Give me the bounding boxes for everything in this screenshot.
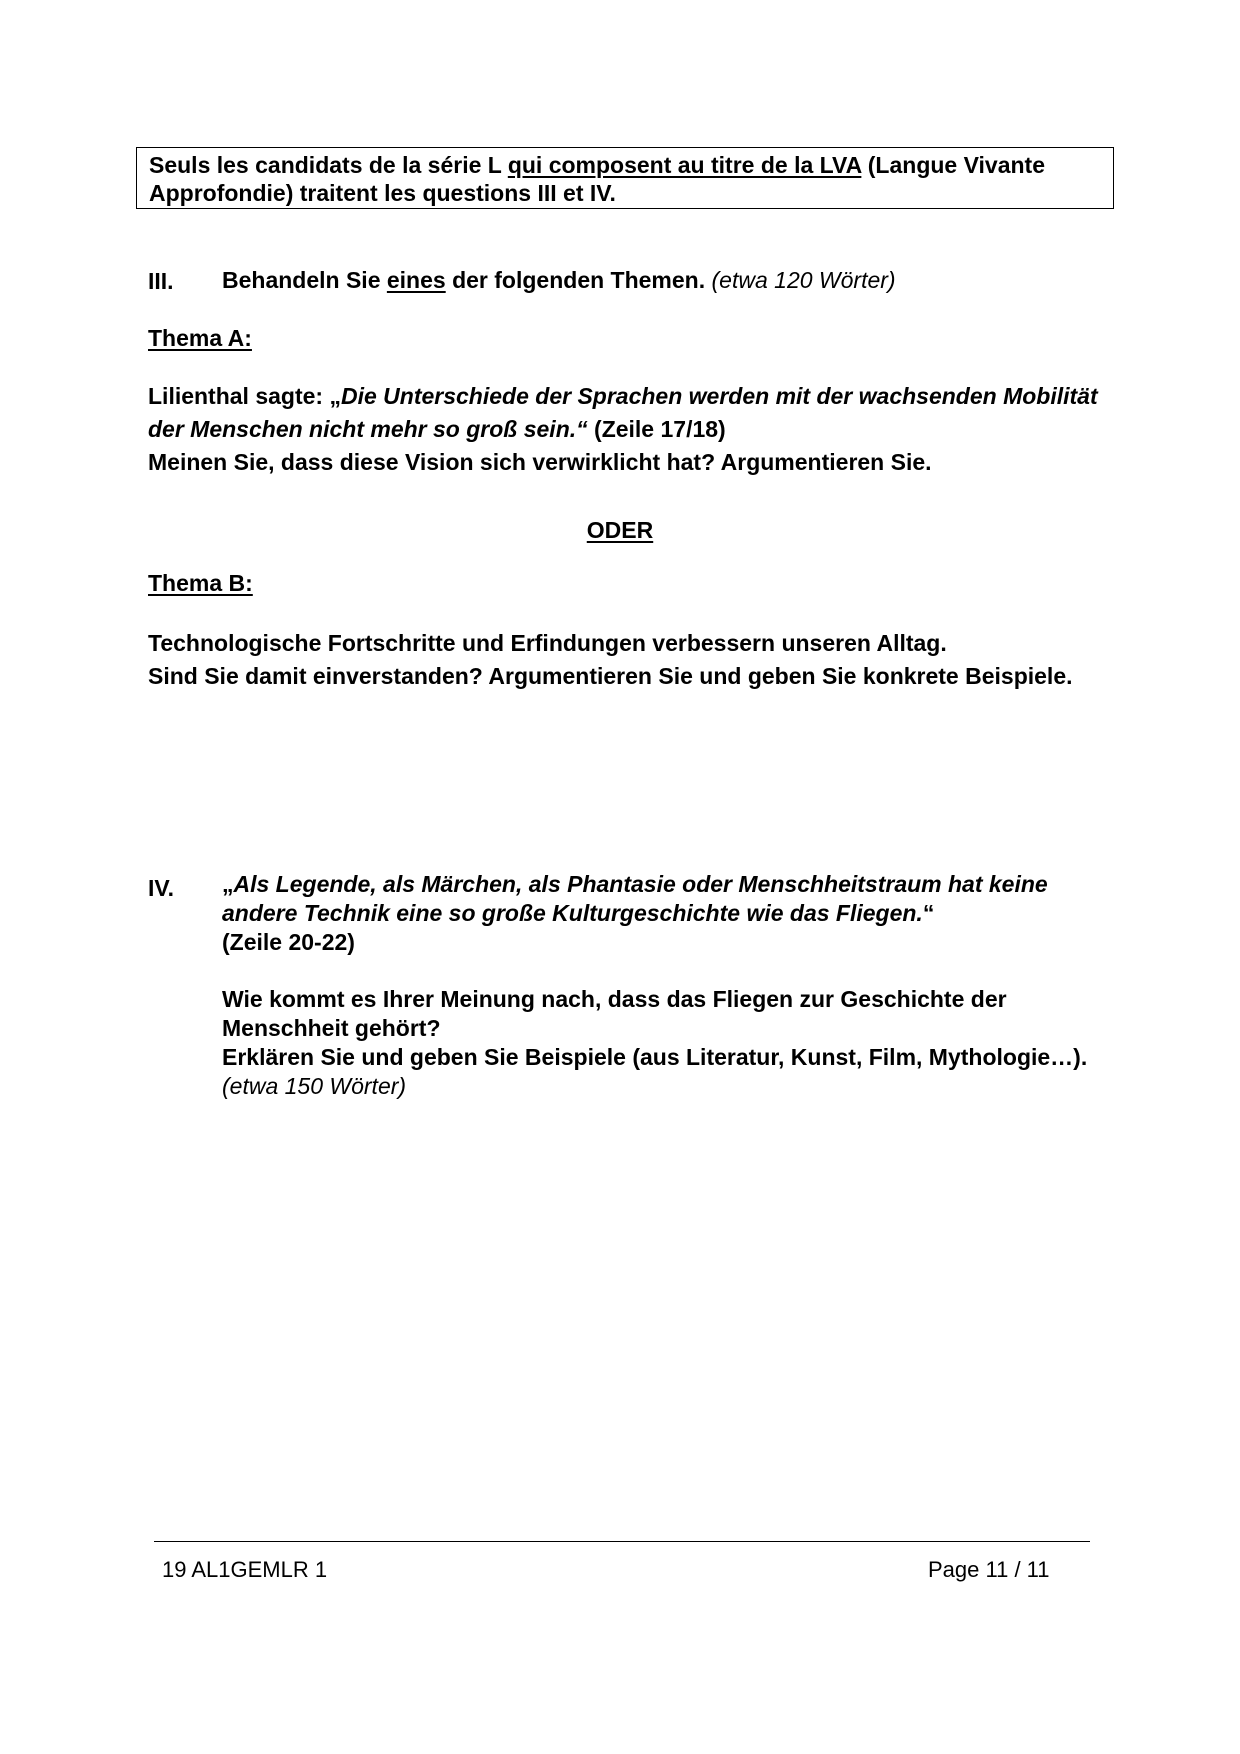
q4-question-line2: Erklären Sie und geben Sie Beispiele (aus Literatur, Kunst, Film, Mythologie…). <box>222 1044 1088 1070</box>
footer-divider <box>154 1541 1090 1542</box>
theme-a-question: Meinen Sie, dass diese Vision sich verwirklicht hat? Argumentieren Sie. <box>148 449 932 475</box>
q4-reference: (Zeile 20-22) <box>222 929 355 955</box>
theme-a-body <box>148 380 1128 479</box>
q3-text-underlined: eines <box>386 267 446 293</box>
q4-word-count: (etwa 150 Wörter) <box>222 1073 407 1099</box>
question-4-quote-block <box>222 870 1122 957</box>
or-separator: ODER <box>586 517 654 543</box>
notice-text-part1: Seuls les candidats de la série L <box>149 152 508 178</box>
theme-a-reference: (Zeile 17/18) <box>587 416 726 442</box>
q3-text-before: Behandeln Sie <box>222 267 387 293</box>
question-4-number: IV. <box>148 875 175 901</box>
notice-text-underlined: qui composent au titre de la LVA <box>507 152 862 178</box>
candidate-notice-box <box>136 147 1114 209</box>
theme-b-line2: Sind Sie damit einverstanden? Argumentieren Sie und geben Sie konkrete Beispiele. <box>148 663 1073 689</box>
theme-b-body <box>148 627 1128 693</box>
q4-quote: Als Legende, als Märchen, als Phantasie oder Menschheitstraum hat keine andere Technik eine so große Kulturgeschichte wie das Fliegen. <box>222 871 1048 926</box>
q4-question-line1: Wie kommt es Ihrer Meinung nach, dass das Fliegen zur Geschichte der Menschheit gehört? <box>222 986 1007 1041</box>
theme-a-intro: Lilienthal sagte: „ <box>148 383 341 409</box>
footer-code: 19 AL1GEMLR 1 <box>162 1557 328 1582</box>
question-3-instruction <box>222 264 896 297</box>
theme-b-line1: Technologische Fortschritte und Erfindungen verbessern unseren Alltag. <box>148 630 947 656</box>
question-3-number: III. <box>148 268 174 294</box>
q4-close-quote: “ <box>922 900 935 926</box>
theme-b-heading: Thema B: <box>148 570 253 596</box>
theme-a-quote: Die Unterschiede der Sprachen werden mit der wachsenden Mobilität der Menschen nicht mehr so groß sein.“ <box>148 383 1098 442</box>
q3-text-after: der folgenden Themen. <box>445 267 706 293</box>
question-4-task-block <box>222 985 1122 1101</box>
q3-word-count: (etwa 120 Wörter) <box>711 267 896 293</box>
q4-open-quote: „ <box>222 871 234 897</box>
footer-page-number: Page 11 / 11 <box>928 1557 1050 1582</box>
notice-text-part3: (Langue Vivante Approfondie) traitent les questions III et IV. <box>149 152 1045 206</box>
theme-a-heading: Thema A: <box>148 325 252 351</box>
